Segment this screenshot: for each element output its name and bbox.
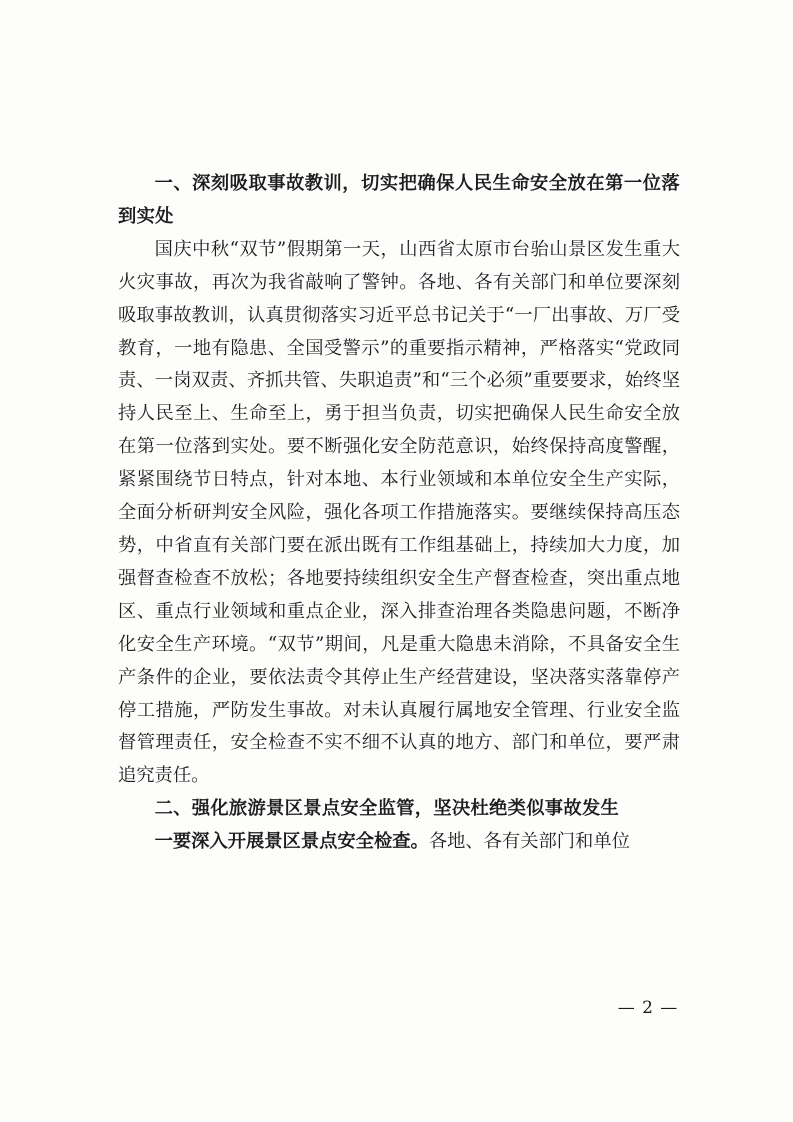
section-heading-1: 一、深刻吸取事故教训，切实把确保人民生命安全放在第一位落到实处 <box>118 173 680 227</box>
section-heading-2: 二、强化旅游景区景点安全监管，坚决杜绝类似事故发生 <box>154 798 620 820</box>
body-paragraph-1: 国庆中秋“双节”假期第一天，山西省太原市台骀山景区发生重大火灾事故，再次为我省敲响了警钟。各地、各有关部门和单位要深刻吸取事故教训，认真贯彻落实习近平总书记关于“一厂出事故、万厂受教育，一地有隐患、全国受警示”的重要指示精神，严格落实“党政同责、一岗双责、齐抓共管、失职追责”和“三个必须”重要要求，始终坚持人民至上、生命至上，勇于担当负责，切实把确保人民生命安全放在第一位落到实处。要不断强化安全防范意识，始终保持高度警醒，紧紧围绕节日特点，针对本地、本行业领域和本单位安全生产实际，全面分析研判安全风险，强化各项工作措施落实。要继续保持高压态势，中省直有关部门要在派出既有工作组基础上，持续加大力度，加强督查检查不放松；各地要持续组织安全生产督查检查，突出重点地区、重点行业领域和重点企业，深入排查治理各类隐患问题，不断净化安全生产环境。“双节”期间，凡是重大隐患未消除，不具备安全生产条件的企业，要依法责令其停止生产经营建设，坚决落实落靠停产停工措施，严防发生事故。对未认真履行属地安全管理、行业安全监督管理责任，安全检查不实不细不认真的地方、部门和单位，要严肃追究责任。 <box>118 238 680 787</box>
document-body <box>118 168 680 859</box>
page-number: — 2 — <box>617 998 679 1018</box>
paragraph-lead-text: 一要深入开展景区景点安全检查。 <box>154 831 429 853</box>
paragraph-body-text: 各地、各有关部门和单位 <box>428 831 630 853</box>
body-paragraph-2 <box>118 826 680 859</box>
